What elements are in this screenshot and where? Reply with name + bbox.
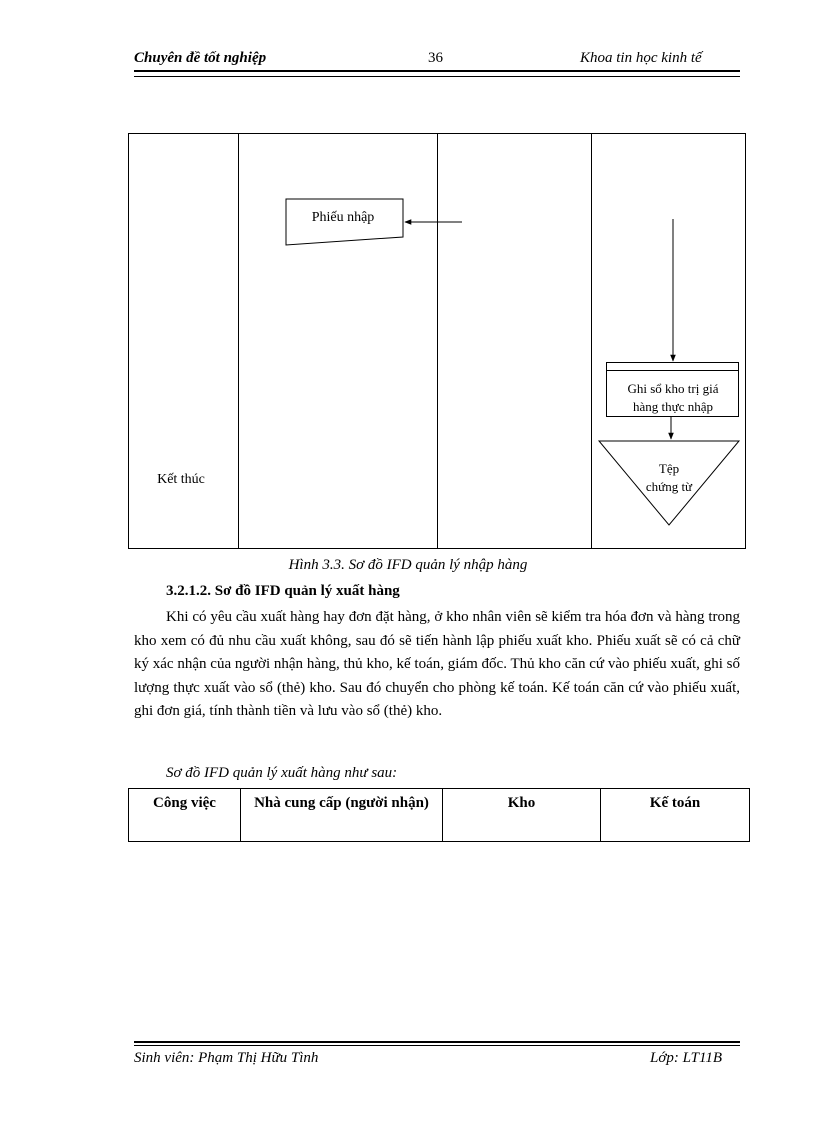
footer-student: Sinh viên: Phạm Thị Hữu Tình	[134, 1050, 319, 1066]
footer-class: Lớp: LT11B	[650, 1050, 723, 1066]
file-label-line1: Tệp	[658, 461, 680, 476]
ifd-import-diagram	[128, 133, 746, 549]
table-header-row	[129, 789, 750, 842]
diagram-intro: Sơ đồ IFD quản lý xuất hàng như sau:	[166, 765, 398, 781]
ledger-label-line1: Ghi sổ kho trị giá	[627, 381, 719, 396]
end-label: Kết thúc	[157, 472, 205, 487]
header-rule-thick	[134, 70, 740, 72]
table-header-cell: Kế toán	[601, 789, 750, 842]
header-title: Chuyên đề tốt nghiệp	[134, 50, 267, 66]
table-header-cell: Kho	[443, 789, 601, 842]
receipt-label: Phiếu nhập	[311, 210, 375, 225]
figure-caption: Hình 3.3. Sơ đồ IFD quản lý nhập hàng	[288, 557, 528, 573]
file-label-line2: chứng từ	[645, 479, 693, 494]
footer-rule-thick	[134, 1041, 740, 1043]
table-header-cell: Công việc	[129, 789, 241, 842]
page-number: 36	[428, 50, 443, 66]
ledger-label-line2: hàng thực nhập	[633, 399, 713, 414]
section-heading: 3.2.1.2. Sơ đồ IFD quản lý xuất hàng	[166, 583, 400, 599]
header-department: Khoa tin học kinh tế	[580, 50, 702, 66]
ledger-label	[607, 380, 739, 416]
header-rule-thin	[134, 76, 740, 77]
body-paragraph: Khi có yêu cầu xuất hàng hay đơn đặt hàng, ở kho nhân viên sẽ kiểm tra hóa đơn và hàng trong kho xem có đủ nhu cầu xuất không, sau đó sẽ tiến hành lập phiếu xuất kho. Phiếu xuất sẽ có cả chữ ký xác nhận của người nhận hàng, thủ kho, kế toán, giám đốc. Thủ kho căn cứ vào phiếu xuất, ghi số lượng thực xuất vào sổ (thẻ) kho. Sau đó chuyển cho phòng kế toán. Kế toán căn cứ vào phiếu xuất, ghi đơn giá, tính thành tiền và lưu vào sổ (thẻ) kho.	[134, 609, 740, 719]
footer-rule-thin	[134, 1045, 740, 1046]
table-header-cell: Nhà cung cấp (người nhận)	[241, 789, 443, 842]
file-label	[633, 460, 705, 496]
ifd-export-table	[128, 788, 750, 842]
